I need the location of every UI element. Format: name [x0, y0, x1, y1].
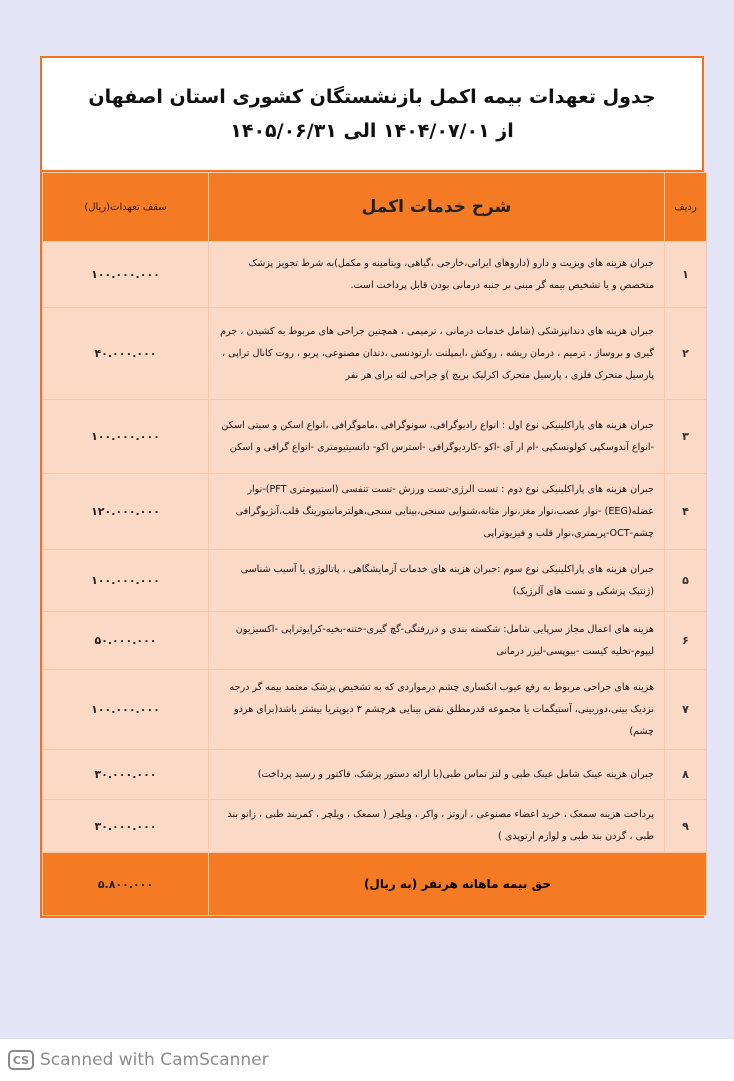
row-index: ۵ [665, 550, 707, 612]
table-row [43, 612, 707, 670]
page-title: جدول تعهدات بیمه اکمل بازنشستگان کشوری استان اصفهان [88, 86, 656, 108]
title-box [42, 58, 702, 172]
scanned-with-text: Scanned with CamScanner [40, 1050, 269, 1070]
camscanner-logo-icon: CS [8, 1050, 34, 1070]
column-header-description: شرح خدمات اکمل [209, 173, 665, 242]
row-description: جبران هزینه های پاراکلینیکی نوع دوم : تست الرژی-تست ورزش -تست تنفسی (استیپومتری PFT)-نوار عضله(EEG) -نوار عصب،نوار مغز،نوار مثانه،شنوایی سنجی،بینایی سنجی،هولترمانیتورینگ قلب،آنژیوگرافی چشم-OCT-پریمتری،نوار قلب و فیزیوتراپی [209, 474, 665, 550]
premium-value: ۵.۸۰۰.۰۰۰ [43, 853, 209, 916]
column-header-cap: سقف تعهدات(ریال) [43, 173, 209, 242]
row-cap: ۱۰۰.۰۰۰.۰۰۰ [43, 550, 209, 612]
table-row [43, 308, 707, 400]
row-description: جبران هزینه های پاراکلینیکی نوع سوم :جبران هزینه های خدمات آزمایشگاهی ، پاتالوژی یا آسیب شناسی (ژنتیک پزشکی و تست های آلرژیک) [209, 550, 665, 612]
row-description: جبران هزینه های ویزیت و دارو (داروهای ایرانی،خارجی ،گیاهی، ویتامینه و مکمل)به شرط تجویز پزشک متخصص و یا تشخیص بیمه گر مبنی بر جنبه درمانی بودن قابل پرداخت است. [209, 242, 665, 308]
coverage-table [42, 172, 707, 916]
table-row [43, 800, 707, 853]
row-cap: ۱۰۰.۰۰۰.۰۰۰ [43, 242, 209, 308]
row-description: هزینه های جراحی مربوط به رفع عیوب انکساری چشم درمواردی که به تشخیص پزشک معتمد بیمه گر درجه نزدیک بینی،دوربینی، آستیگمات یا مجموعه قدرمطلق نقض بینایی هرچشم ۳ دیوپتریا بیشتر باشد(برای هردو چشم) [209, 670, 665, 750]
row-index: ۸ [665, 750, 707, 800]
premium-label: حق بیمه ماهانه هرنفر (به ریال) [209, 853, 707, 916]
row-description: هزینه های اعمال مجاز سرپایی شامل: شکسته بندی و دررفتگی-گچ گیری-ختنه-بخیه-کرایوتراپی -اکسیزیون لیپوم-تخلیه کیست -بیوپسی-لیزر درمانی [209, 612, 665, 670]
row-index: ۲ [665, 308, 707, 400]
row-index: ۳ [665, 400, 707, 474]
premium-row [43, 853, 707, 916]
row-description: پرداخت هزینه سمعک ، خرید اعضاء مصنوعی ، اروتز ، واکر ، ویلچر ( سمعک ، ویلچر ، کمربند طبی ، زانو بند طبی ، گردن بند طبی و لوازم ارتوپدی ) [209, 800, 665, 853]
row-index: ۷ [665, 670, 707, 750]
table-row [43, 750, 707, 800]
row-cap: ۱۲۰.۰۰۰.۰۰۰ [43, 474, 209, 550]
table-row [43, 242, 707, 308]
row-cap: ۳۰.۰۰۰.۰۰۰ [43, 750, 209, 800]
row-index: ۹ [665, 800, 707, 853]
row-index: ۴ [665, 474, 707, 550]
row-description: جبران هزینه عینک شامل عینک طبی و لنز تماس طبی(با ارائه دستور پزشک، فاکتور و رسید پرداخت) [209, 750, 665, 800]
table-row [43, 670, 707, 750]
row-description: جبران هزینه های دندانپزشکی (شامل خدمات درمانی ، ترمیمی ، همچنین جراحی های مربوط به کشیدن ، جرم گیری و بروساژ ، ترمیم ، درمان ریشه ، روکش ،ایمپلنت ،ارتودنسی ،دندان مصنوعی، پریو ، روت کانال تراپی ، پارسیل متحرک فلزی ، پارسیل متحرک اکرلیک بریج )و جراحی لثه برای هر نفر [209, 308, 665, 400]
column-header-index: ردیف [665, 173, 707, 242]
table-header-row [43, 173, 707, 242]
row-cap: ۱۰۰.۰۰۰.۰۰۰ [43, 400, 209, 474]
table-row [43, 474, 707, 550]
row-cap: ۳۰.۰۰۰.۰۰۰ [43, 800, 209, 853]
table-row [43, 550, 707, 612]
row-cap: ۵۰.۰۰۰.۰۰۰ [43, 612, 209, 670]
row-description: جبران هزینه های پاراکلینیکی نوع اول : انواع رادیوگرافی، سونوگرافی ،ماموگرافی ،انواع اسکن و سیتی اسکن -انواع آندوسکپی کولونسکپی -ام ار آی -اکو -کاردیوگرافی -استرس اکو- دانسیتیومتری -انواع گرافی و اسکن [209, 400, 665, 474]
table-row [43, 400, 707, 474]
row-cap: ۱۰۰.۰۰۰.۰۰۰ [43, 670, 209, 750]
row-index: ۶ [665, 612, 707, 670]
insurance-sheet [40, 56, 704, 918]
period-subtitle: از ۱۴۰۴/۰۷/۰۱ الی ۱۴۰۵/۰۶/۳۱ [230, 120, 514, 142]
row-index: ۱ [665, 242, 707, 308]
camscanner-watermark [0, 1038, 734, 1081]
row-cap: ۴۰.۰۰۰.۰۰۰ [43, 308, 209, 400]
